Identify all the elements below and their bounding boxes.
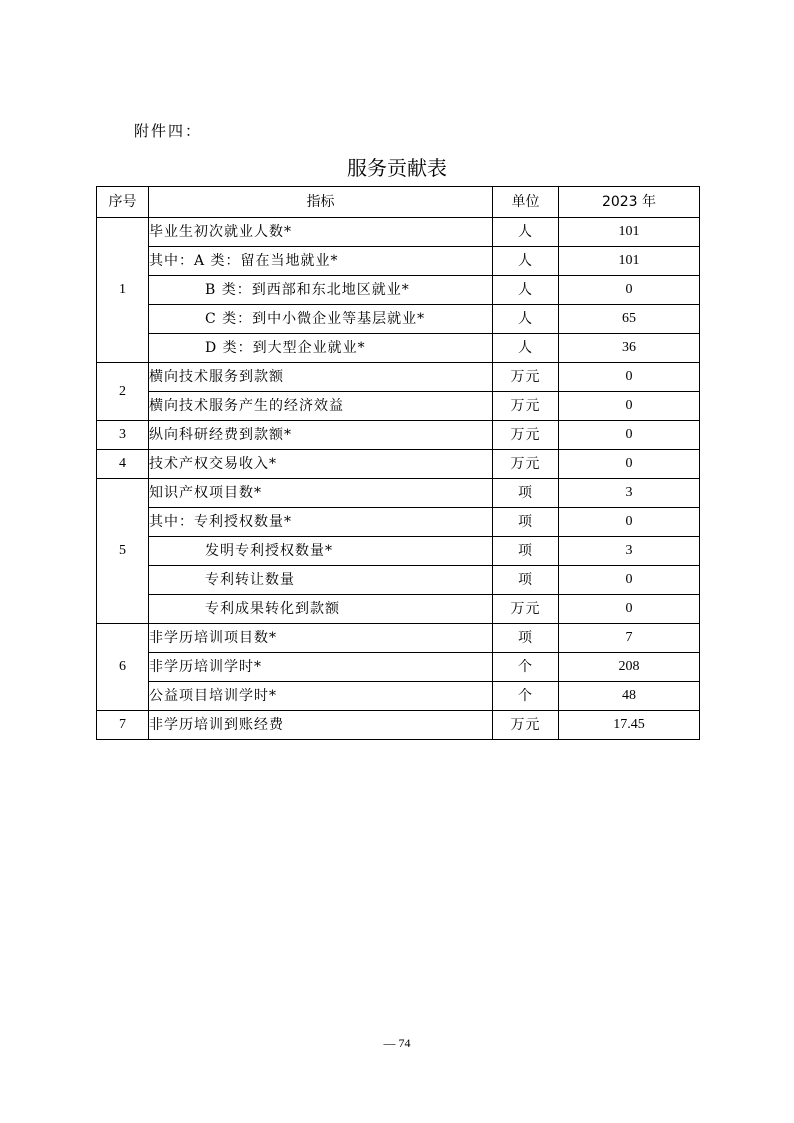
indicator-cell: 专利转让数量 [149,566,493,595]
row-number: 1 [97,218,149,363]
indicator-cell: 技术产权交易收入* [149,450,493,479]
value-cell: 101 [559,218,700,247]
table-row [97,276,700,305]
unit-cell: 万元 [493,595,559,624]
value-cell: 0 [559,421,700,450]
value-cell: 3 [559,537,700,566]
table-row [97,450,700,479]
indicator-cell: 非学历培训到账经费 [149,711,493,740]
table-row [97,363,700,392]
value-cell: 0 [559,508,700,537]
indicator-cell: 其中：A 类：留在当地就业* [149,247,493,276]
value-cell: 208 [559,653,700,682]
indicator-cell: 横向技术服务产生的经济效益 [149,392,493,421]
indicator-cell: 专利成果转化到款额 [149,595,493,624]
unit-cell: 人 [493,247,559,276]
table-row [97,537,700,566]
unit-cell: 万元 [493,450,559,479]
table-row [97,508,700,537]
indicator-cell: D 类：到大型企业就业* [149,334,493,363]
value-cell: 0 [559,276,700,305]
indicator-cell: C 类：到中小微企业等基层就业* [149,305,493,334]
indicator-cell: 非学历培训项目数* [149,624,493,653]
indicator-cell: 毕业生初次就业人数* [149,218,493,247]
indicator-cell: 纵向科研经费到款额* [149,421,493,450]
row-number: 5 [97,479,149,624]
table-row [97,479,700,508]
table-row [97,247,700,276]
unit-cell: 人 [493,305,559,334]
header-value: 2023 年 [559,187,700,218]
value-cell: 48 [559,682,700,711]
unit-cell: 项 [493,479,559,508]
value-cell: 101 [559,247,700,276]
value-cell: 0 [559,392,700,421]
table-row [97,595,700,624]
unit-cell: 人 [493,276,559,305]
page-number: — 74 [383,1036,411,1050]
table-row [97,624,700,653]
header-indicator: 指标 [149,187,493,218]
value-cell: 65 [559,305,700,334]
unit-cell: 项 [493,508,559,537]
value-cell: 3 [559,479,700,508]
header-no: 序号 [97,187,149,218]
unit-cell: 个 [493,653,559,682]
unit-cell: 万元 [493,421,559,450]
unit-cell: 项 [493,566,559,595]
value-cell: 17.45 [559,711,700,740]
header-unit: 单位 [493,187,559,218]
annex-label: 附件四： [134,122,203,140]
table-row [97,682,700,711]
row-number: 3 [97,421,149,450]
page-title: 服务贡献表 [347,156,447,180]
row-number: 4 [97,450,149,479]
unit-cell: 万元 [493,711,559,740]
value-cell: 36 [559,334,700,363]
indicator-cell: 知识产权项目数* [149,479,493,508]
unit-cell: 个 [493,682,559,711]
value-cell: 0 [559,566,700,595]
table-row [97,305,700,334]
unit-cell: 人 [493,218,559,247]
indicator-cell: 其中：专利授权数量* [149,508,493,537]
unit-cell: 万元 [493,392,559,421]
table-header-row [97,187,700,218]
unit-cell: 人 [493,334,559,363]
table-row [97,421,700,450]
indicator-cell: B 类：到西部和东北地区就业* [149,276,493,305]
table-row [97,218,700,247]
table-row [97,334,700,363]
indicator-cell: 非学历培训学时* [149,653,493,682]
indicator-cell: 发明专利授权数量* [149,537,493,566]
unit-cell: 项 [493,537,559,566]
table-row [97,711,700,740]
value-cell: 0 [559,363,700,392]
row-number: 7 [97,711,149,740]
indicator-cell: 横向技术服务到款额 [149,363,493,392]
table-row [97,566,700,595]
table-body [97,218,700,740]
row-number: 6 [97,624,149,711]
table-row [97,392,700,421]
unit-cell: 项 [493,624,559,653]
row-number: 2 [97,363,149,421]
service-contribution-table [96,186,700,740]
value-cell: 7 [559,624,700,653]
value-cell: 0 [559,595,700,624]
unit-cell: 万元 [493,363,559,392]
value-cell: 0 [559,450,700,479]
indicator-cell: 公益项目培训学时* [149,682,493,711]
table-row [97,653,700,682]
